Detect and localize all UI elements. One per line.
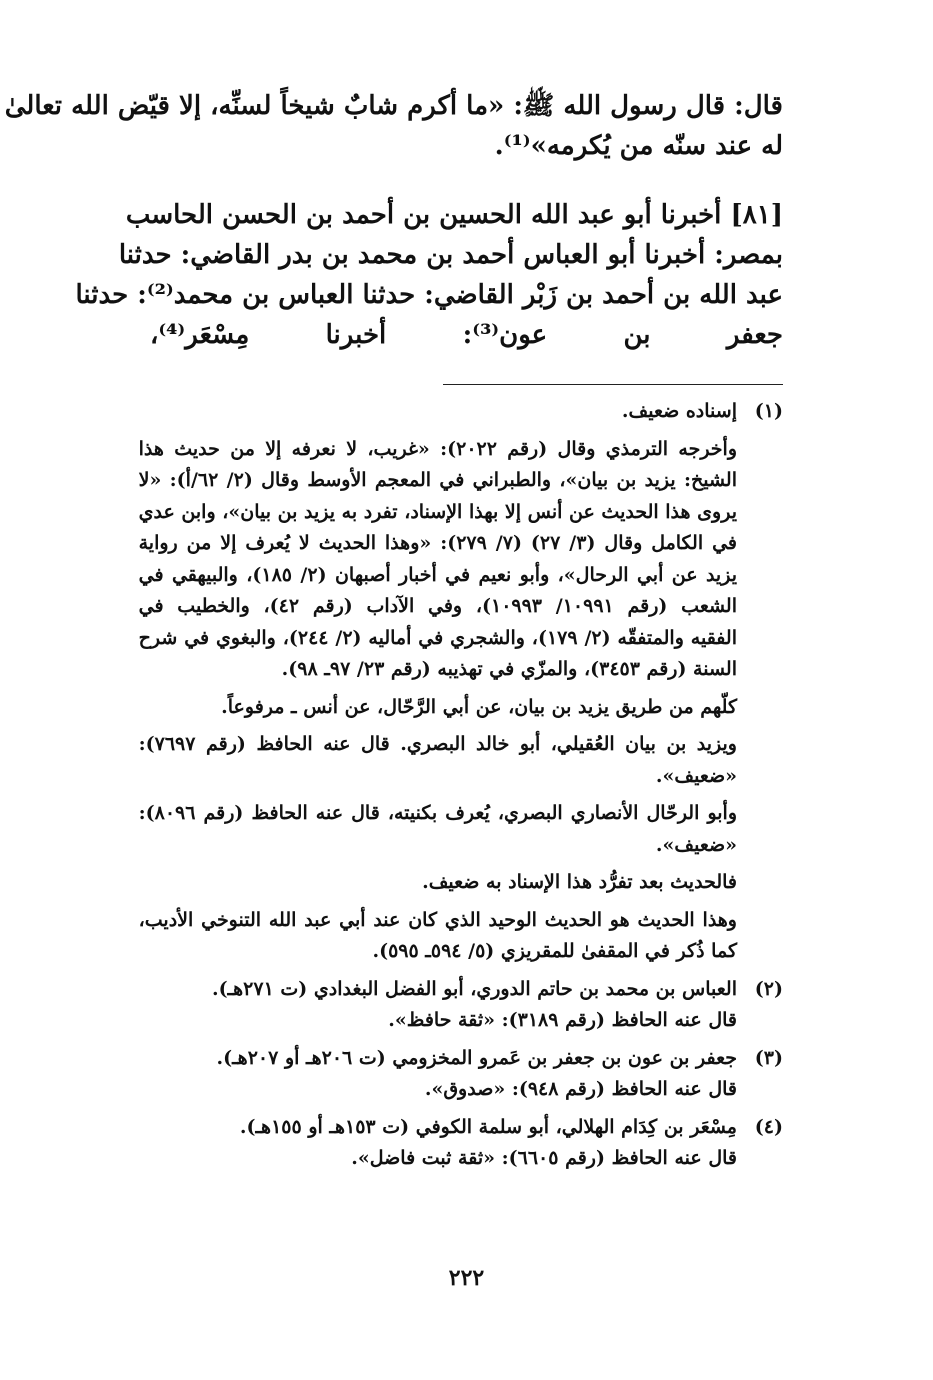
footnote-line: الفقيه والمتفقّه (٢/ ١٧٩)، والشجري في أماليه (٢/ ٢٤٤)، والبغوي في شرح <box>138 626 737 649</box>
footnote-line: السنة (رقم ٣٤٥٣)، والمزّي في تهذيبه (رقم ٢٣/ ٩٧ـ ٩٨). <box>281 658 737 680</box>
footnote-line: العباس بن محمد بن حاتم الدوري، أبو الفضل البغدادي (ت ٢٧١هـ). <box>211 977 737 1000</box>
footnote-line: في الكامل وقال (٣/ ٢٧) (٧/ ٢٧٩): «وهذا الحديث لا يُعرف إلا من رواية <box>138 532 737 554</box>
footnote-line: كما ذُكر في المقفىٰ للمقريزي (٥/ ٥٩٤ـ ٥٩٥). <box>372 940 737 962</box>
footnote-number: (٤) <box>754 1115 783 1138</box>
footnote-number: (١) <box>754 400 783 422</box>
main-line: بمصر: أخبرنا أبو العباس أحمد بن محمد بن بدر القاضي: حدثنا <box>118 240 783 270</box>
footnote-line: قال عنه الحافظ (رقم ٩٤٨): «صدوق». <box>424 1078 737 1100</box>
footnote-line: الشيخ: يزيد بن بيان»، والطبراني في المعجم الأوسط وقال (٢/ ٦٢/أ): «لا <box>138 469 737 491</box>
footnote-line: قال عنه الحافظ (رقم ٣١٨٩): «ثقة حافظ». <box>388 1009 737 1031</box>
footnotes <box>138 396 783 1175</box>
footnote-line: وأبو الرحّال الأنصاري البصري، يُعرف بكنيته، قال عنه الحافظ (رقم ٨٠٩٦): <box>138 802 737 824</box>
footnote-3 <box>195 1043 783 1106</box>
footnote-number: (٣) <box>754 1046 783 1069</box>
main-line: [٨١] أخبرنا أبو عبد الله الحسين بن أحمد بن الحسن الحاسب <box>125 200 783 230</box>
footnote-line: يزيد عن أبي الرحال»، وأبو نعيم في أخبار أصبهان (٢/ ١٨٥)، والبيهقي في <box>138 563 737 586</box>
footnote-line: الشعب (رقم ١٠٩٩١/ ١٠٩٩٣)، وفي الآداب (رقم ٤٢)، والخطيب في <box>138 595 737 617</box>
main-paragraph-1 <box>4 86 783 166</box>
footnote-2 <box>195 974 783 1037</box>
main-line: له عند سنّه من يُكرمه»⁽¹⁾. <box>494 131 783 161</box>
footnote-line: «ضعيف». <box>655 833 737 856</box>
footnote-1 <box>138 396 783 968</box>
main-line: جعفر بن عون⁽³⁾: أخبرنا مِسْعَر⁽⁴⁾، <box>150 320 783 350</box>
footnote-line: يروى هذا الحديث عن أنس إلا بهذا الإسناد، تفرد به يزيد بن بيان»، وابن عدي <box>138 500 737 523</box>
footnote-line: فالحديث بعد تفرُّد هذا الإسناد به ضعيف. <box>422 871 737 893</box>
main-line: قال: قال رسول الله ﷺ: «ما أكرم شابٌ شيخاً لسنِّه، إلا قيّض الله تعالىٰ <box>4 91 783 121</box>
footnote-4 <box>195 1112 783 1175</box>
footnote-number: (٢) <box>754 977 783 1000</box>
footnote-line: إسناده ضعيف. <box>621 400 737 422</box>
footnote-line: مِسْعَر بن كِدَام الهلالي، أبو سلمة الكوفي (ت ١٥٣هـ أو ١٥٥هـ). <box>239 1115 737 1138</box>
footnote-line: «ضعيف». <box>655 764 737 787</box>
main-paragraph-2 <box>75 195 783 355</box>
main-line: عبد الله بن أحمد بن زَبْر القاضي: حدثنا العباس بن محمد⁽²⁾: حدثنا <box>75 280 783 310</box>
page-number: ٢٢٢ <box>448 1265 485 1291</box>
footnote-line: كلّهم من طريق يزيد بن بيان، عن أبي الرَّحّال، عن أنس ـ مرفوعاً. <box>221 695 737 718</box>
footnote-line: وهذا الحديث هو الحديث الوحيد الذي كان عند أبي عبد الله التنوخي الأديب، <box>138 908 737 931</box>
footnote-line: قال عنه الحافظ (رقم ٦٦٠٥): «ثقة ثبت فاضل». <box>351 1147 737 1169</box>
footnote-line: ويزيد بن بيان العُقيلي، أبو خالد البصري. قال عنه الحافظ (رقم ٧٦٩٧): <box>138 733 737 755</box>
footnote-line: جعفر بن عون بن جعفر بن عَمرو المخزومي (ت ٢٠٦هـ أو ٢٠٧هـ). <box>216 1046 737 1069</box>
footnote-line: وأخرجه الترمذي وقال (رقم ٢٠٢٢): «غريب، لا نعرفه إلا من حديث هذا <box>138 437 738 460</box>
footnote-divider <box>443 384 783 385</box>
